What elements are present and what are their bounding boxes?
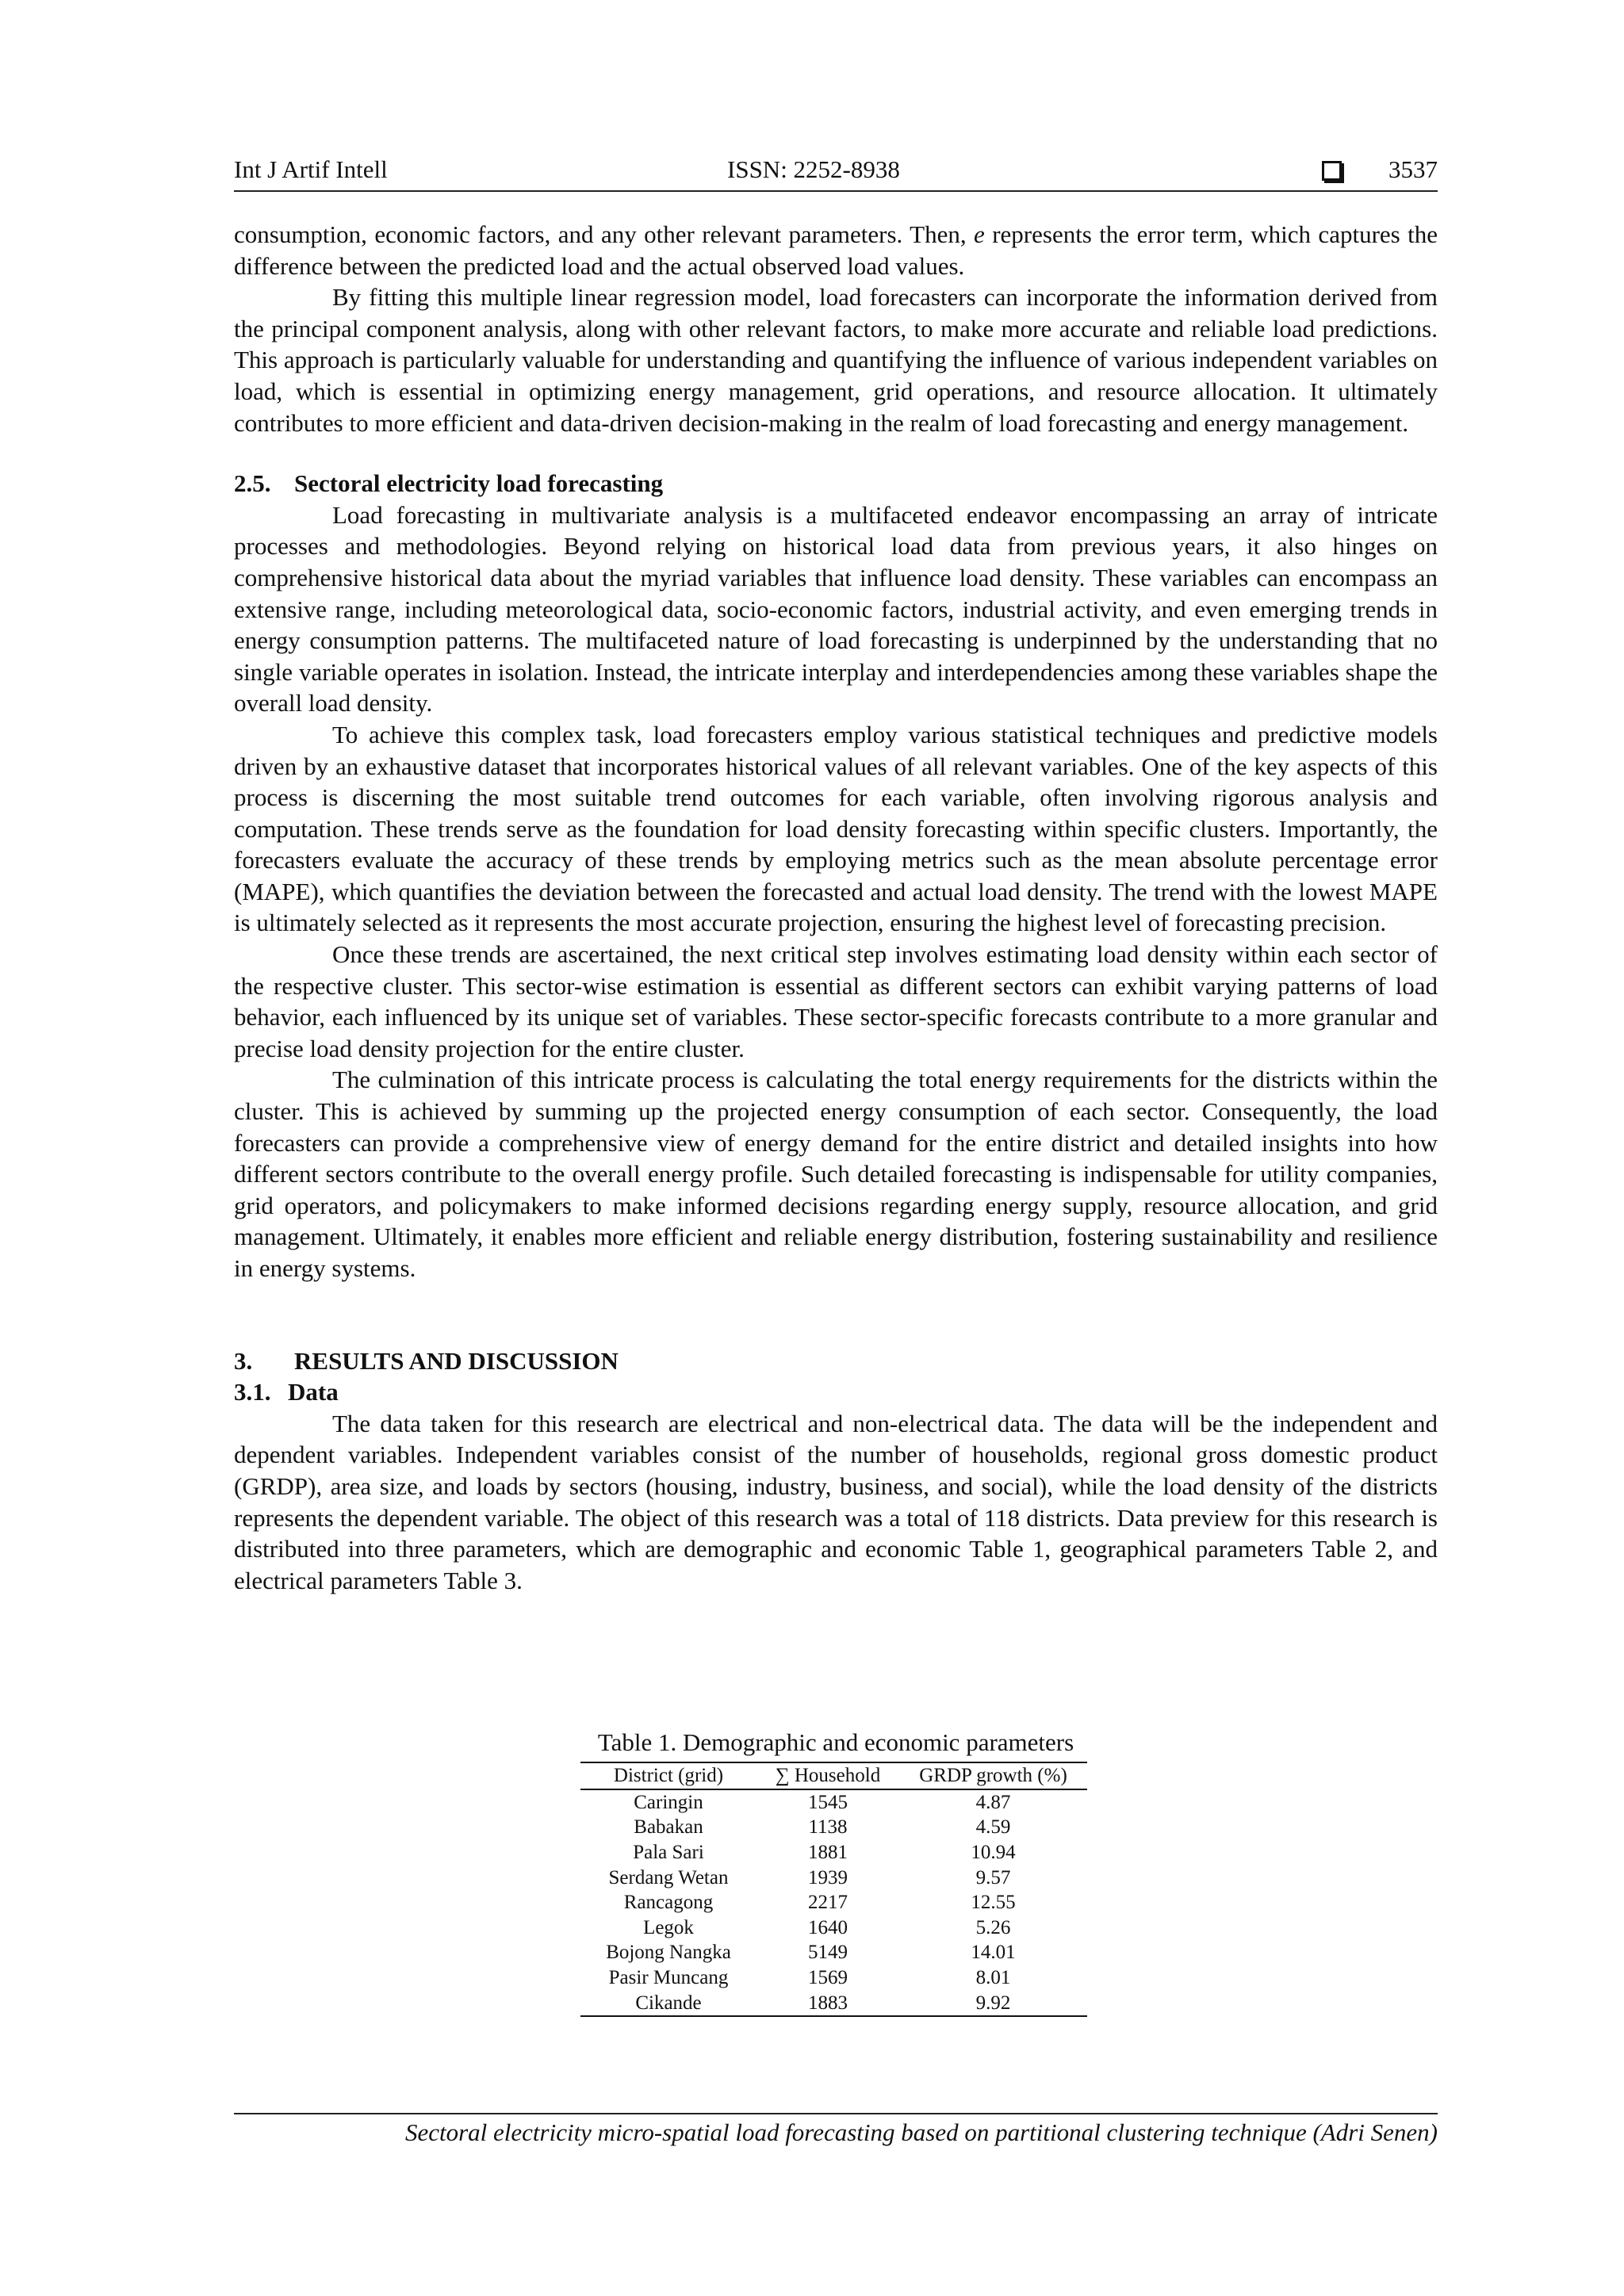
- table-row: [580, 1789, 1087, 1816]
- section-heading-3: 3. RESULTS AND DISCUSSION: [234, 1346, 619, 1375]
- district-cell: Legok: [643, 1916, 694, 1938]
- table-row: [580, 1816, 1087, 1841]
- square-bullet-icon: [1322, 161, 1342, 181]
- household-cell: 1545: [808, 1791, 848, 1813]
- district-cell: Serdang Wetan: [608, 1866, 729, 1888]
- household-cell: 1138: [808, 1816, 848, 1839]
- grdp-cell: 14.01: [971, 1942, 1016, 1964]
- table-row: [580, 1890, 1087, 1915]
- table-row: [580, 1866, 1087, 1891]
- household-cell: 1881: [808, 1841, 848, 1863]
- grdp-cell: 8.01: [975, 1966, 1011, 1988]
- household-cell: 1939: [808, 1866, 848, 1888]
- grdp-cell: 10.94: [971, 1841, 1016, 1863]
- section-heading-3-1: 3.1. Data: [234, 1378, 339, 1406]
- table-header-row: [580, 1762, 1087, 1789]
- page-number: 3537: [1388, 155, 1438, 183]
- grdp-cell: 5.26: [975, 1916, 1011, 1938]
- grdp-cell: 9.92: [899, 1991, 1087, 2017]
- paragraph-2: By fitting this multiple linear regression model, load forecasters can incorporate the information derived from the principal component analysis, along with other relevant factors, to make more accurate and reliable load predictions. This approach is particularly valuable for understanding and quantifying the influence of various independent variables on load, which is essential in optimizing energy management, grid operations, and resource allocation. It ultimately contributes to more efficient and data-driven decision-making in the realm of load forecasting and energy management.: [234, 283, 1438, 437]
- table-row: [580, 1991, 1087, 2017]
- paragraph-6: The culmination of this intricate process is calculating the total energy requirements for the districts within the cluster. This is achieved by summing up the projected energy consumption of each sector. Consequently, the load forecasters can provide a comprehensive view of energy demand for the entire district and detailed insights into how different sectors contribute to the overall energy profile. Such detailed forecasting is indispensable for utility companies, grid operators, and policymakers to make informed decisions regarding energy supply, resource allocation, and grid management. Ultimately, it enables more efficient and reliable energy distribution, fostering sustainability and resilience in energy systems.: [234, 1066, 1438, 1282]
- journal-name: Int J Artif Intell: [234, 155, 388, 183]
- column-header-grdp: GRDP growth (%): [899, 1762, 1087, 1789]
- main-text: [234, 219, 1438, 1596]
- table-1-caption: Table 1. Demographic and economic parameters: [597, 1728, 1074, 1756]
- household-cell: 2217: [808, 1892, 848, 1914]
- district-cell: Babakan: [634, 1816, 703, 1839]
- household-cell: 1640: [808, 1916, 848, 1938]
- column-header-household: ∑ Household: [756, 1762, 899, 1789]
- page-header: [234, 155, 1438, 192]
- district-cell: Pala Sari: [633, 1841, 704, 1863]
- paragraph-4: To achieve this complex task, load forecasters employ various statistical techniques and predictive models driven by an exhaustive dataset that incorporates historical values of all relevant variables. One of the key aspects of this process is discerning the most suitable trend outcomes for each variable, often involving rigorous analysis and computation. These trends serve as the foundation for load density forecasting within specific clusters. Importantly, the forecasters evaluate the accuracy of these trends by employing metrics such as the mean absolute percentage error (MAPE), which quantifies the deviation between the forecasted and actual load density. The trend with the lowest MAPE is ultimately selected as it represents the most accurate projection, ensuring the highest level of forecasting precision.: [234, 720, 1438, 937]
- district-cell: Caringin: [634, 1791, 703, 1813]
- paragraph-7: The data taken for this research are electrical and non-electrical data. The data will be the independent and dependent variables. Independent variables consist of the number of households, regional gross domestic product (GRDP), area size, and loads by sectors (housing, industry, business, and social), while the load density of the districts represents the dependent variable. The object of this research was a total of 118 districts. Data preview for this research is distributed into three parameters, which are demographic and economic Table 1, geographical parameters Table 2, and electrical parameters Table 3.: [234, 1409, 1438, 1594]
- paragraph-3: Load forecasting in multivariate analysis is a multifaceted endeavor encompassing an array of intricate processes and methodologies. Beyond relying on historical load data from previous years, it also hinges on comprehensive historical data about the myriad variables that influence load density. These variables can encompass an extensive range, including meteorological data, socio-economic factors, industrial activity, and even emerging trends in energy consumption patterns. The multifaceted nature of load forecasting is underpinned by the understanding that no single variable operates in isolation. Instead, the intricate interplay and interdependencies among these variables shape the overall load density.: [234, 500, 1438, 718]
- district-cell: Bojong Nangka: [606, 1942, 731, 1964]
- grdp-cell: 9.57: [975, 1866, 1011, 1888]
- table-row: [580, 1915, 1087, 1941]
- paragraph-5: Once these trends are ascertained, the next critical step involves estimating load density within each sector of the respective cluster. This sector-wise estimation is essential as different sectors can exhibit varying patterns of load behavior, each influenced by its unique set of variables. These sector-specific forecasts contribute to a more granular and precise load density projection for the entire cluster.: [234, 940, 1438, 1062]
- household-cell: 5149: [808, 1942, 848, 1964]
- issn: ISSN: 2252-8938: [727, 155, 900, 183]
- table-row: [580, 1840, 1087, 1866]
- column-header-district: District (grid): [580, 1762, 756, 1789]
- table-1: [580, 1762, 1087, 2017]
- error-term-variable: e: [974, 220, 985, 248]
- district-cell: Cikande: [580, 1991, 756, 2017]
- grdp-cell: 12.55: [971, 1892, 1016, 1914]
- district-cell: Rancagong: [623, 1892, 714, 1914]
- household-cell: 1883: [756, 1991, 899, 2017]
- household-cell: 1569: [808, 1966, 848, 1988]
- footer-divider: [234, 2113, 1438, 2114]
- table-row: [580, 1965, 1087, 1991]
- section-heading-2-5: 2.5. Sectoral electricity load forecasting: [234, 469, 664, 498]
- table-row: [580, 1941, 1087, 1966]
- running-footer: Sectoral electricity micro-spatial load forecasting based on partitional clustering technique (Adri Senen): [404, 2118, 1438, 2146]
- paragraph-1: consumption, economic factors, and any other relevant parameters. Then, e represents the error term, which captures the difference between the predicted load and the actual observed load values.: [234, 220, 1438, 280]
- grdp-cell: 4.87: [975, 1791, 1011, 1813]
- district-cell: Pasir Muncang: [608, 1966, 729, 1988]
- grdp-cell: 4.59: [975, 1816, 1011, 1839]
